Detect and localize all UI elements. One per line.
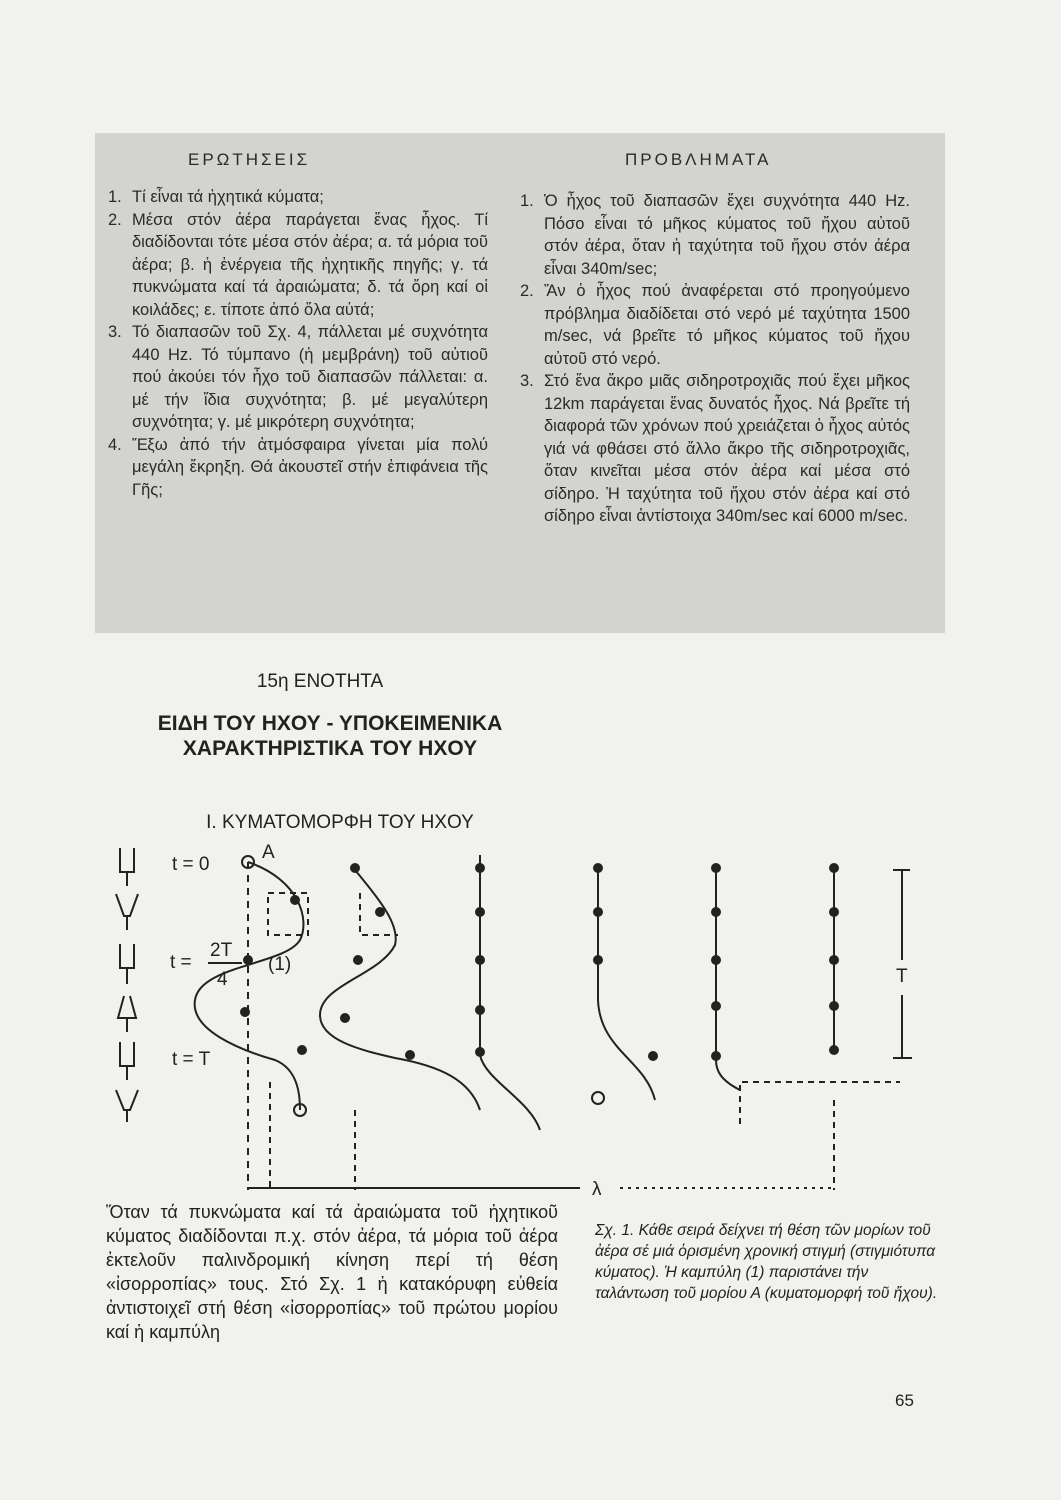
tuning-fork-icon [120, 944, 134, 984]
molecule-dot [829, 907, 839, 917]
molecule-dot [829, 863, 839, 873]
molecule-dot [240, 1007, 250, 1017]
tuning-fork-icon [120, 1042, 134, 1080]
section-title-line-2: ΧΑΡΑΚΤΗΡΙΣΤΙΚΑ ΤΟΥ ΗΧΟΥ [182, 737, 478, 760]
problem-text: Ἄν ὁ ἦχος πού ἀναφέρεται στό προηγούμενο πρόβλημα διαδίδεται στό νερό μέ ταχύτητα 1500 m/sec, νά βρεῖτε τό μῆκος κύματος τοῦ ἤχου αὐτοῦ στό νερό. [544, 282, 910, 368]
problem-text: Στό ἕνα ἄκρο μιᾶς σιδηροτροχιᾶς πού ἔχει μῆκος 12km παράγεται ἕνας δυνατός ἦχος. Νά βρεῖτε τή διαφορά τῶν χρόνων πού χρειάζεται ὁ ἦχος αὐτός γιά νά φθάσει στό ἄλλο ἄκρο τῆς σιδηροτροχιᾶς, ὅταν κινεῖται μέσα στόν ἀέρα καί μέσα στό σίδηρο. Ἡ ταχύτητα τοῦ ἤχου στόν ἀέρα καί στό σίδηρο εἶναι ἀντίστοιχα 340m/sec καί 6000 m/sec. [544, 372, 910, 525]
molecule-dot [711, 1051, 721, 1061]
problem-number: 3. [520, 372, 534, 390]
problem-text: Ὁ ἦχος τοῦ διαπασῶν ἔχει συχνότητα 440 Hz. Πόσο εἶναι τό μῆκος κύματος τοῦ ἤχου αὐτοῦ στόν ἀέρα, ὅταν ἡ ταχύτητα τοῦ ἤχου στόν ἀέρα εἶναι 340m/sec; [544, 192, 910, 278]
tuning-fork-icon [120, 848, 134, 886]
subsection-title: Ι. ΚΥΜΑΤΟΜΟΡΦΗ ΤΟΥ ΗΧΟΥ [206, 812, 474, 833]
molecule-dot [350, 863, 360, 873]
molecule-dot [475, 863, 485, 873]
snapshot-curve [716, 1060, 740, 1090]
molecule-dot [593, 955, 603, 965]
molecule-dot [475, 907, 485, 917]
tuning-fork-icon [116, 1090, 138, 1122]
snapshot-curve [320, 870, 480, 1110]
label-t0: t = 0 [172, 854, 210, 875]
molecule-dot [375, 907, 385, 917]
question-number: 3. [108, 323, 122, 341]
molecule-dot [243, 955, 253, 965]
molecule-dot [475, 1047, 485, 1057]
question-number: 2. [108, 210, 122, 229]
figure-caption: Σχ. 1. Κάθε σειρά δείχνει τή θέση τῶν μορίων τοῦ ἀέρα σέ μιά ὁρισμένη χρονική στιγμή (στιγμιότυπα κύματος). Ἡ καμπύλη (1) παριστάνει τήν ταλάντωση τοῦ μορίου Α (κυματομορφή τοῦ ἤχου). [595, 1222, 938, 1302]
molecule-dot [829, 1045, 839, 1055]
label-curve-1: (1) [268, 954, 292, 975]
page-number: 65 [895, 1391, 914, 1410]
question-text: Τό διαπασῶν τοῦ Σχ. 4, πάλλεται μέ συχνότητα 440 Hz. Τό τύμπανο (ἡ μεμβράνη) τοῦ αὐτιοῦ πού ἀκούει τόν ἦχο τοῦ διαπασῶν πάλλεται: α. μέ τήν ἴδια συχνότητα; β. μέ μεγαλύτερη συχνότητα; γ. μέ μικρότερη συχνότητα; [132, 323, 488, 431]
molecule-dot [405, 1050, 415, 1060]
molecule-dot [475, 1005, 485, 1015]
molecule-dot [711, 907, 721, 917]
question-text: Ἔξω ἀπό τήν ἀτμόσφαιρα γίνεται μία πολύ μεγάλη ἔκρηξη. Θά ἀκουστεῖ στήν ἐπιφάνεια τῆς Γῆς; [132, 435, 488, 499]
molecule-dot [711, 955, 721, 965]
label-period-t: T [896, 966, 908, 987]
question-number: 4. [108, 435, 122, 454]
molecule-dot [829, 1001, 839, 1011]
molecule-dot [593, 863, 603, 873]
problem-number: 1. [520, 192, 534, 210]
label-t-eq: t = [170, 952, 192, 973]
label-a: A [262, 842, 275, 863]
questions-heading: ΕΡΩΤΗΣΕΙΣ [188, 150, 311, 169]
section-title-line-1: ΕΙΔΗ ΤΟΥ ΗΧΟΥ - ΥΠΟΚΕΙΜΕΝΙΚΑ [157, 712, 503, 735]
molecule-dot [711, 1001, 721, 1011]
problem-number: 2. [520, 282, 534, 300]
molecule-dot [353, 955, 363, 965]
molecule-dot [290, 895, 300, 905]
body-paragraph: Ὅταν τά πυκνώματα καί τά ἀραιώματα τοῦ ἠχητικοῦ κύματος διαδίδονται π.χ. στόν ἀέρα, τά μόρια τοῦ ἀέρα ἐκτελοῦν παλινδρομική κίνηση περί τή θέση «ἰσορροπίας» τους. Στό Σχ. 1 ἡ κατακόρυφη εὐθεία ἀντιστοιχεῖ στή θέση «ἰσορροπίας» τοῦ πρώτου μορίου καί ἡ καμπύλη [106, 1202, 558, 1342]
label-frac-den: 4 [217, 969, 228, 990]
unit-title: 15η ΕΝΟΤΗΤΑ [256, 671, 384, 692]
snapshot-curve [480, 855, 540, 1130]
molecule-dot [297, 1045, 307, 1055]
dashed-guide [740, 1082, 900, 1124]
label-t-period: t = T [172, 1049, 211, 1070]
tuning-fork-icon [116, 894, 138, 930]
waveform-curve [195, 862, 304, 1110]
molecule-dot-hollow [592, 1092, 604, 1104]
molecule-dot [829, 955, 839, 965]
question-text: Μέσα στόν ἀέρα παράγεται ἕνας ἦχος. Τί διαδίδονται τότε μέσα στόν ἀέρα; α. τά μόρια τοῦ ἀέρα; β. ἡ ἐνέργεια τῆς ἠχητικῆς πηγῆς; γ. τά πυκνώματα καί τά ἀραιώματα; δ. τά ὄρη καί οἱ κοιλάδες; ε. τίποτε ἀπό ὅλα αὐτά; [132, 210, 488, 319]
molecule-dot [648, 1051, 658, 1061]
molecule-dot [475, 955, 485, 965]
question-text: Τί εἶναι τά ἠχητικά κύματα; [132, 188, 324, 206]
molecule-dot [593, 907, 603, 917]
problems-heading: ΠΡΟΒΛΗΜΑΤΑ [625, 150, 772, 169]
question-number: 1. [108, 188, 122, 206]
label-frac-num: 2T [210, 940, 233, 961]
molecule-dot [340, 1013, 350, 1023]
snapshot-curve [598, 870, 655, 1100]
tuning-fork-icon [118, 996, 136, 1032]
label-lambda: λ [592, 1179, 602, 1200]
molecule-dot [711, 863, 721, 873]
